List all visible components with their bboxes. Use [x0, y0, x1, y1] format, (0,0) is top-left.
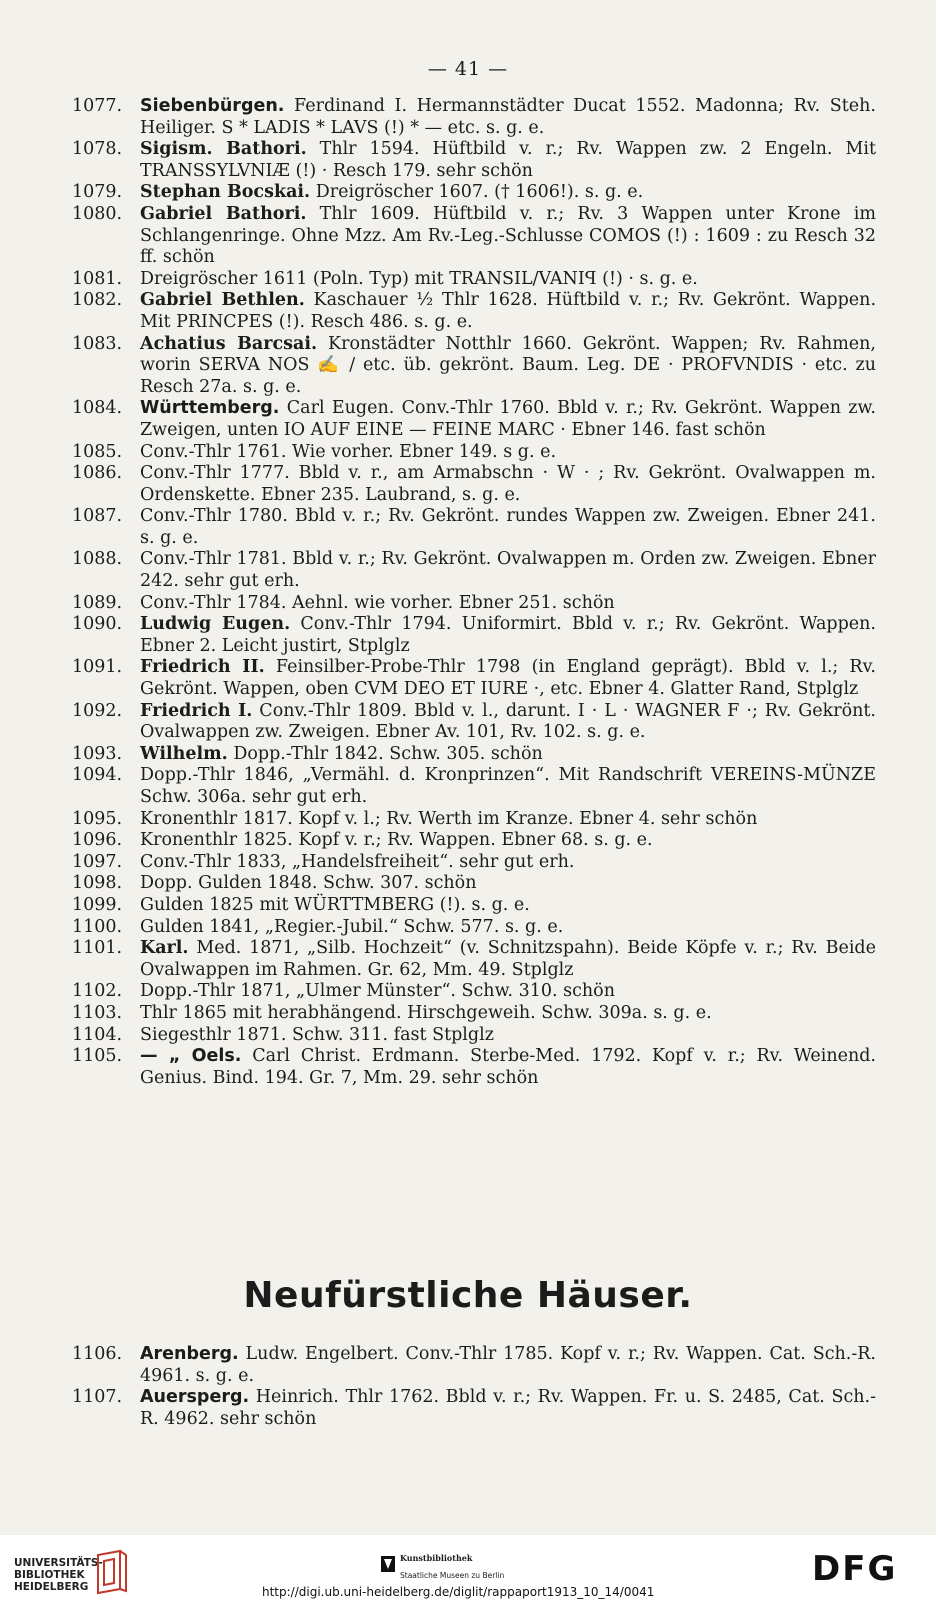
- entry-description: Siegesthlr 1871. Schw. 311. fast Stplglz: [140, 1024, 494, 1045]
- entry-description: Med. 1871, „Silb. Hochzeit“ (v. Schnitzspahn). Beide Köpfe v. r.; Rv. Beide Ovalwappen im Rahmen. Gr. 62, Mm. 49. Stplglz: [140, 938, 876, 980]
- entry-description: Kronstädter Notthlr 1660. Gekrönt. Wappen; Rv. Rahmen, worin SERVA NOS ✍ / etc. üb. gekrönt. Baum. Leg. DE · PROFVNDIS · etc. zu Resch 27a. s. g. e.: [140, 333, 876, 397]
- entry-number: 1096.: [72, 830, 123, 851]
- entry-heading: Friedrich II.: [140, 657, 265, 678]
- entry-number: 1104.: [72, 1024, 123, 1045]
- entry-description: Conv.-Thlr 1780. Bbld v. r.; Rv. Gekrönt. rundes Wappen zw. Zweigen. Ebner 241. s. g. e.: [140, 506, 876, 548]
- catalog-entry: [0, 204, 936, 269]
- entry-number: 1084.: [72, 398, 123, 419]
- entry-number: 1085.: [72, 441, 123, 462]
- entry-description: Dopp.-Thlr 1871, „Ulmer Münster“. Schw. 310. schön: [140, 981, 615, 1002]
- entry-number: 1102.: [72, 981, 123, 1002]
- catalog-entry: [0, 398, 936, 441]
- entry-description: Dopp.-Thlr 1842. Schw. 305. schön: [227, 743, 543, 764]
- entry-heading: Siebenbürgen.: [140, 96, 285, 116]
- entry-description: Conv.-Thlr 1777. Bbld v. r., am Armabschn · W · ; Rv. Gekrönt. Ovalwappen m. Ordenskette. Ebner 235. Laubrand, s. g. e.: [140, 463, 876, 505]
- entry-number: 1088.: [72, 549, 123, 570]
- entry-number: 1093.: [72, 743, 123, 764]
- catalog-entry: [0, 182, 936, 204]
- entry-number: 1081.: [72, 268, 123, 289]
- source-url[interactable]: http://digi.ub.uni-heidelberg.de/diglit/rappaport1913_10_14/0041: [262, 1585, 655, 1599]
- entry-description: Dopp.-Thlr 1846, „Vermähl. d. Kronprinzen“. Mit Randschrift VEREINS-MÜNZE Schw. 306a. sehr gut erh.: [140, 765, 876, 807]
- catalog-entry: [0, 1046, 936, 1089]
- catalog-entry: [0, 938, 936, 981]
- catalog-entry: [0, 290, 936, 333]
- entry-description: Thlr 1594. Hüftbild v. r.; Rv. Wappen zw. 2 Engeln. Mit TRANSSYLVNIÆ (!) · Resch 179. sehr schön: [140, 139, 876, 181]
- entry-description: Ferdinand I. Hermannstädter Ducat 1552. Madonna; Rv. Steh. Heiliger. S * LADIS * LAVS (!) * — etc. s. g. e.: [140, 96, 876, 138]
- entry-description: Kronenthlr 1817. Kopf v. l.; Rv. Werth im Kranze. Ebner 4. sehr schön: [140, 808, 758, 829]
- entry-description: Conv.-Thlr 1809. Bbld v. l., darunt. I · L · WAGNER F ·; Rv. Gekrönt. Ovalwappen zw. Zweigen. Ebner Av. 101, Rv. 102. s. g. e.: [140, 700, 876, 743]
- entry-heading: Wilhelm.: [140, 743, 228, 764]
- catalog-entry: [0, 269, 936, 291]
- catalog-entry: [0, 809, 936, 831]
- ub-heidelberg-logo-icon: [94, 1549, 130, 1595]
- ub-line-3: HEIDELBERG: [14, 1581, 89, 1593]
- entry-number: 1077.: [72, 96, 123, 116]
- entry-number: 1091.: [72, 657, 123, 678]
- kb-title: Kunstbibliothek: [400, 1553, 473, 1563]
- entry-number: 1105.: [72, 1046, 123, 1067]
- entry-number: 1100.: [72, 916, 123, 937]
- entry-description: Gulden 1841, „Regier.-Jubil.“ Schw. 577. s. g. e.: [140, 916, 564, 937]
- entry-number: 1101.: [72, 938, 123, 959]
- entry-heading: — „ Oels.: [140, 1046, 242, 1067]
- entry-description: Kronenthlr 1825. Kopf v. r.; Rv. Wappen. Ebner 68. s. g. e.: [140, 830, 653, 851]
- ub-line-1: UNIVERSITÄTS-: [14, 1557, 103, 1569]
- kb-subtitle: Staatliche Museen zu Berlin: [400, 1571, 505, 1580]
- section-title: Neufürstliche Häuser.: [243, 1275, 693, 1316]
- page-number: — 41 —: [427, 58, 509, 80]
- entry-heading: Württemberg.: [140, 398, 280, 419]
- catalog-entry: [0, 463, 936, 506]
- kunstbibliothek-logo-icon: [380, 1555, 396, 1573]
- catalog-entry: [0, 614, 936, 657]
- entry-description: Thlr 1609. Hüftbild v. r.; Rv. 3 Wappen unter Krone im Schlangenringe. Ohne Mzz. Am Rv.-Leg.-Schlusse COMOS (!) : 1609 : zu Resch 32 ff. schön: [140, 203, 876, 268]
- catalog-entry: [0, 1003, 936, 1025]
- entry-description: Carl Christ. Erdmann. Sterbe-Med. 1792. Kopf v. r.; Rv. Weinend. Genius. Bind. 194. Gr. 7, Mm. 29. sehr schön: [140, 1046, 876, 1088]
- catalog-entry: [0, 593, 936, 615]
- catalog-entry: [0, 1344, 936, 1387]
- entry-description: Heinrich. Thlr 1762. Bbld v. r.; Rv. Wappen. Fr. u. S. 2485, Cat. Sch.-R. 4962. sehr schön: [140, 1387, 876, 1429]
- entry-heading: Friedrich I.: [140, 700, 253, 721]
- catalog-entry: [0, 852, 936, 874]
- entry-description: Conv.-Thlr 1794. Uniformirt. Bbld v. r.; Rv. Gekrönt. Wappen. Ebner 2. Leicht justirt, Stplglz: [140, 614, 876, 656]
- catalog-entry: [0, 873, 936, 895]
- entry-heading: Auersperg.: [140, 1387, 250, 1408]
- catalog-entry: [0, 830, 936, 852]
- entry-description: Feinsilber-Probe-Thlr 1798 (in England geprägt). Bbld v. l.; Rv. Gekrönt. Wappen, oben CVM DEO ET IURE ·, etc. Ebner 4. Glatter Rand, Stplglz: [140, 657, 876, 700]
- entry-heading: Ludwig Eugen.: [140, 614, 291, 635]
- entry-description: Conv.-Thlr 1781. Bbld v. r.; Rv. Gekrönt. Ovalwappen m. Orden zw. Zweigen. Ebner 242. sehr gut erh.: [140, 549, 876, 592]
- entry-number: 1089.: [72, 592, 123, 613]
- entry-description: Dopp. Gulden 1848. Schw. 307. schön: [140, 873, 477, 894]
- ub-line-2: BIBLIOTHEK: [14, 1569, 85, 1581]
- entry-description: Ludw. Engelbert. Conv.-Thlr 1785. Kopf v. r.; Rv. Wappen. Cat. Sch.-R. 4961. s. g. e.: [140, 1344, 876, 1386]
- catalog-entry: [0, 917, 936, 939]
- entry-description: Kaschauer ½ Thlr 1628. Hüftbild v. r.; Rv. Gekrönt. Wappen. Mit PRINCPES (!). Resch 486. s. g. e.: [140, 290, 877, 332]
- catalog-entry: [0, 549, 936, 592]
- entry-heading: Arenberg.: [140, 1344, 239, 1364]
- catalog-entries: [0, 96, 936, 1089]
- entry-description: Conv.-Thlr 1761. Wie vorher. Ebner 149. s g. e.: [140, 441, 557, 462]
- catalog-entry: [0, 442, 936, 464]
- entry-heading: Achatius Barcsai.: [140, 333, 318, 354]
- catalog-entry: [0, 1387, 936, 1430]
- entry-number: 1080.: [72, 203, 123, 224]
- catalog-entry: [0, 139, 936, 182]
- entry-number: 1090.: [72, 614, 123, 635]
- catalog-entries-section2: [0, 1344, 936, 1430]
- entry-number: 1079.: [72, 182, 123, 203]
- entry-number: 1083.: [72, 333, 123, 354]
- entry-number: 1103.: [72, 1002, 123, 1023]
- catalog-entry: [0, 96, 936, 139]
- entry-heading: Sigism. Bathori.: [140, 139, 307, 160]
- catalog-entry: [0, 657, 936, 700]
- entry-heading: Gabriel Bathori.: [140, 203, 307, 224]
- entry-heading: Stephan Bocskai.: [140, 182, 311, 203]
- footer-bar: [0, 1535, 936, 1602]
- entry-description: Dreigröscher 1611 (Poln. Typ) mit TRANSIL/VANIꟼ (!) · s. g. e.: [140, 268, 698, 289]
- entry-description: Conv.-Thlr 1784. Aehnl. wie vorher. Ebner 251. schön: [140, 592, 615, 613]
- entry-description: Dreigröscher 1607. († 1606!). s. g. e.: [310, 182, 644, 203]
- catalog-entry: [0, 895, 936, 917]
- entry-number: 1097.: [72, 851, 123, 872]
- catalog-entry: [0, 701, 936, 744]
- entry-number: 1086.: [72, 463, 123, 484]
- dfg-logo[interactable]: DFG: [812, 1549, 898, 1589]
- entry-number: 1095.: [72, 808, 123, 829]
- entry-number: 1099.: [72, 894, 123, 915]
- ub-heidelberg-label[interactable]: [14, 1557, 103, 1593]
- entry-number: 1094.: [72, 765, 123, 786]
- catalog-entry: [0, 1025, 936, 1047]
- catalog-entry: [0, 334, 936, 399]
- entry-heading: Karl.: [140, 938, 189, 959]
- entry-description: Carl Eugen. Conv.-Thlr 1760. Bbld v. r.; Rv. Gekrönt. Wappen zw. Zweigen, unten IO AUF EINE — FEINE MARC · Ebner 146. fast schön: [140, 398, 876, 440]
- catalog-entry: [0, 506, 936, 549]
- entry-description: Thlr 1865 mit herabhängend. Hirschgeweih. Schw. 309a. s. g. e.: [140, 1002, 712, 1023]
- entry-number: 1082.: [72, 290, 123, 311]
- entry-number: 1098.: [72, 873, 123, 894]
- entry-number: 1106.: [72, 1344, 123, 1364]
- entry-number: 1107.: [72, 1387, 123, 1408]
- kunstbibliothek-label[interactable]: [400, 1553, 504, 1582]
- catalog-entry: [0, 765, 936, 808]
- entry-description: Gulden 1825 mit WÜRTTMBERG (!). s. g. e.: [140, 894, 530, 915]
- entry-description: Conv.-Thlr 1833, „Handelsfreiheit“. sehr gut erh.: [140, 851, 575, 872]
- entry-number: 1078.: [72, 139, 123, 160]
- entry-number: 1087.: [72, 506, 123, 527]
- catalog-entry: [0, 744, 936, 766]
- entry-heading: Gabriel Bethlen.: [140, 290, 305, 311]
- entry-number: 1092.: [72, 700, 123, 721]
- catalog-entry: [0, 981, 936, 1003]
